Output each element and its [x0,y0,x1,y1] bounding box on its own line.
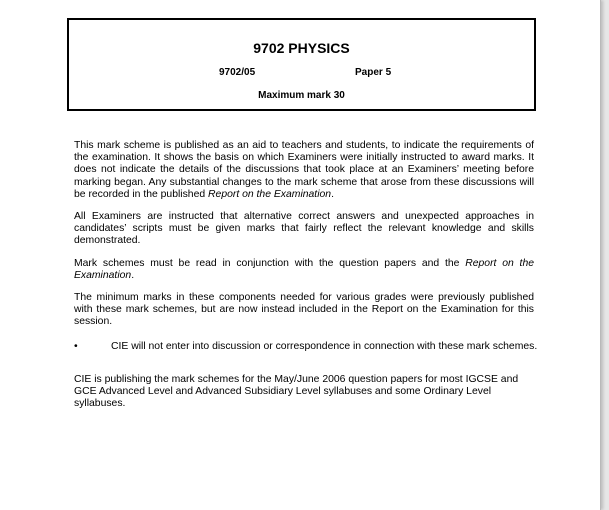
examiners-paragraph: All Examiners are instructed that alternative correct answers and unexpected approaches in candidates’ scripts must be given marks that fairly reflect the relevant knowledge and skills demonstrated. [74,211,534,247]
paper-number: Paper 5 [355,67,392,78]
bullet-icon: • [74,341,78,352]
mark-schemes-text: Mark schemes must be read in conjunction with the question papers and the [74,258,466,269]
intro-end: . [331,188,334,200]
intro-paragraph [74,140,534,201]
cie-publishing-paragraph: CIE is publishing the mark schemes for the May/June 2006 question papers for most IGCSE and GCE Advanced Level and Advanced Subsidiary Level syllabuses and some Ordinary Level syllabuses. [74,374,519,410]
intro-report-link-text: Report on the Examination [208,188,332,200]
document-title: 9702 PHYSICS [253,40,350,56]
intro-text: This mark scheme is published as an aid to teachers and students, to indicate the requirements of the examination. It shows the basis on which Examiners were initially instructed to award marks. It does not indicate the details of the discussions that took place at an Examiners’ meeting before marking began. Any substantial changes to the mark scheme that arose from these discussions will be recorded in the published [74,140,534,200]
mark-schemes-report-text: Report on the Examination [74,258,535,282]
maximum-mark: Maximum mark 30 [258,90,345,101]
minimum-marks-paragraph: The minimum marks in these components needed for various grades were previously published with these mark schemes, but are now instead included in the Report on the Examination for this session. [74,292,534,328]
header-box [67,18,536,111]
syllabus-code: 9702/05 [219,67,256,78]
bullet-text: CIE will not enter into discussion or correspondence in connection with these mark schemes. [111,341,538,352]
mark-schemes-paragraph [74,258,534,282]
mark-schemes-end: . [131,270,135,282]
